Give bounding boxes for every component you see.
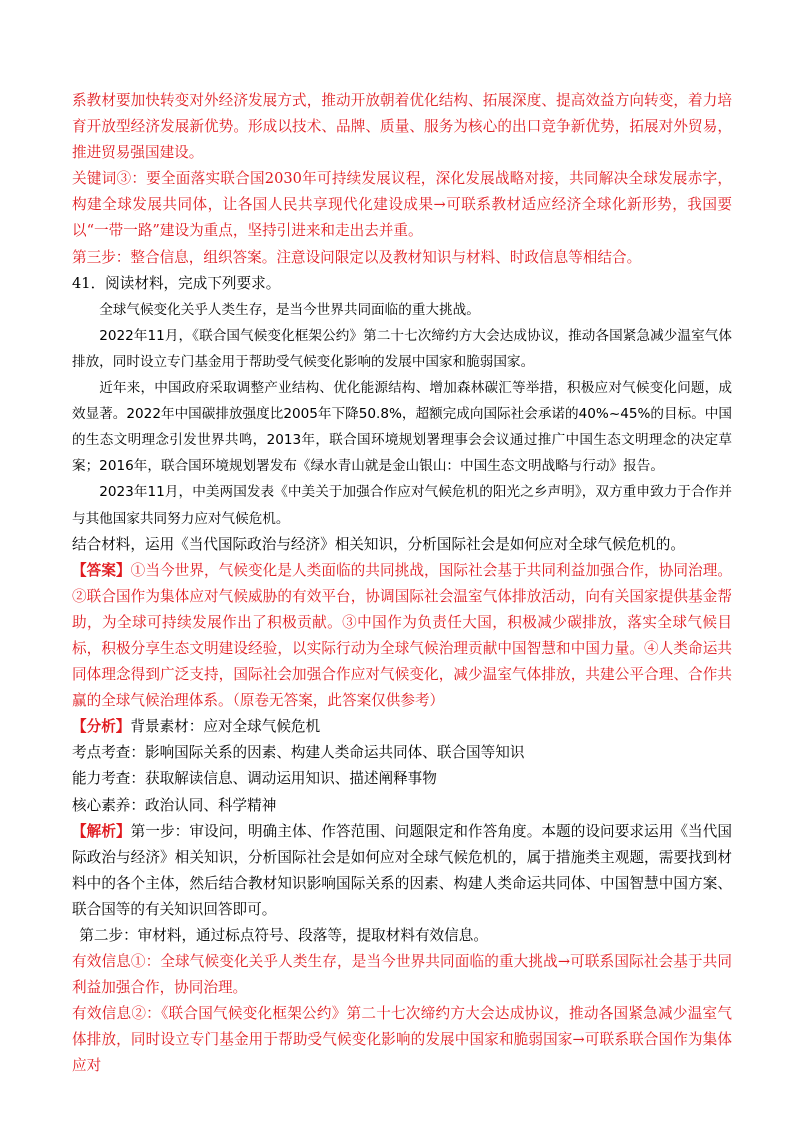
question-41-heading: 41．阅读材料，完成下列要求。 (72, 274, 281, 292)
explanation-tag: 【解析】 (72, 822, 131, 840)
question-prompt: 结合材料，运用《当代国际政治与经济》相关知识，分析国际社会是如何应对全球气候危机的。 (72, 535, 685, 553)
prev-answer-continuation: 系教材要加快转变对外经济发展方式，推动开放朝着优化结构、拓展深度、提高效益方向转变，着力培育开放型经济发展新优势。形成以技术、品牌、质量、服务为核心的出口竞争新优势，拓展对外贸易，推进贸易强国建设。 (72, 92, 732, 162)
keyword-3: 关键词③：要全面落实联合国2030年可持续发展议程，深化发展战略对接，共同解决全球发展赤字，构建全球发展共同体，让各国人民共享现代化建设成果→可联系教材适应经济全球化新形势，我国要以“一带一路”建设为重点，坚持引进来和走出去并重。 (72, 170, 732, 240)
analysis-tag: 【分析】 (72, 718, 131, 736)
explanation-text: 第一步：审设问，明确主体、作答范围、问题限定和作答角度。本题的设问要求运用《当代国际政治与经济》相关知识，分析国际社会是如何应对全球气候危机的，属于措施类主观题，需要找到材料中的各个主体，然后结合教材知识影响国际关系的因素、构建人类命运共同体、中国智慧中国方案、联合国等的有关知识回答即可。 (72, 822, 732, 918)
document-page (72, 88, 732, 1080)
material-3: 近年来，中国政府采取调整产业结构、优化能源结构、增加森林碳汇等举措，积极应对气候变化问题，成效显著。2022年中国碳排放强度比2005年下降50.8%，超额完成向国际社会承诺的40%~45%的目标。中国的生态文明理念引发世界共鸣，2013年，联合国环境规划署理事会会议通过推广中国生态文明理念的决定草案；2016年，联合国环境规划署发布《绿水青山就是金山银山：中国生态文明战略与行动》报告。 (72, 380, 732, 475)
meta-line-literacy: 核心素养：政治认同、科学精神 (72, 796, 277, 814)
material-1: 全球气候变化关乎人类生存，是当今世界共同面临的重大挑战。 (99, 301, 480, 318)
meta-line-knowledge: 考点考查：影响国际关系的因素、构建人类命运共同体、联合国等知识 (72, 744, 525, 762)
effective-info-1: 有效信息①：全球气候变化关乎人类生存，是当今世界共同面临的重大挑战→可联系国际社会基于共同利益加强合作，协同治理。 (72, 953, 732, 997)
material-2: 2022年11月，《联合国气候变化框架公约》第二十七次缔约方大会达成协议，推动各国紧急减少温室气体排放，同时设立专门基金用于帮助受气候变化影响的发展中国家和脆弱国家。 (72, 327, 732, 370)
analysis-paragraph (72, 714, 732, 740)
answer-tag: 【答案】 (72, 561, 131, 579)
effective-info-2: 有效信息②：《联合国气候变化框架公约》第二十七次缔约方大会达成协议，推动各国紧急减少温室气体排放，同时设立专门基金用于帮助受气候变化影响的发展中国家和脆弱国家→可联系联合国作为集体应对 (72, 1005, 732, 1075)
material-4: 2023年11月，中美两国发表《中美关于加强合作应对气候危机的阳光之乡声明》，双方重申致力于合作并与其他国家共同努力应对气候危机。 (72, 484, 732, 527)
step-3: 第三步：整合信息，组织答案。注意设问限定以及教材知识与材料、时政信息等相结合。 (72, 248, 642, 266)
answer-text: ①当今世界，气候变化是人类面临的共同挑战，国际社会基于共同利益加强合作，协同治理。②联合国作为集体应对气候威胁的有效平台，协调国际社会温室气体排放活动，向有关国家提供基金帮助，为全球可持续发展作出了积极贡献。③中国作为负责任大国，积极减少碳排放，落实全球气候目标，积极分享生态文明建设经验，以实际行动为全球气候治理贡献中国智慧和中国力量。④人类命运共同体理念得到广泛支持，国际社会加强合作应对气候变化，减少温室气体排放，共建公平合理、合作共赢的全球气候治理体系。（原卷无答案，此答案仅供参考） (72, 561, 732, 710)
meta-line-ability: 能力考查：获取解读信息、调动运用知识、描述阐释事物 (72, 770, 437, 788)
answer-paragraph (72, 558, 732, 715)
explanation-paragraph (72, 819, 732, 923)
step-2: 第二步：审材料，通过标点符号、段落等，提取材料有效信息。 (79, 927, 488, 944)
analysis-text: 背景素材：应对全球气候危机 (130, 718, 321, 736)
